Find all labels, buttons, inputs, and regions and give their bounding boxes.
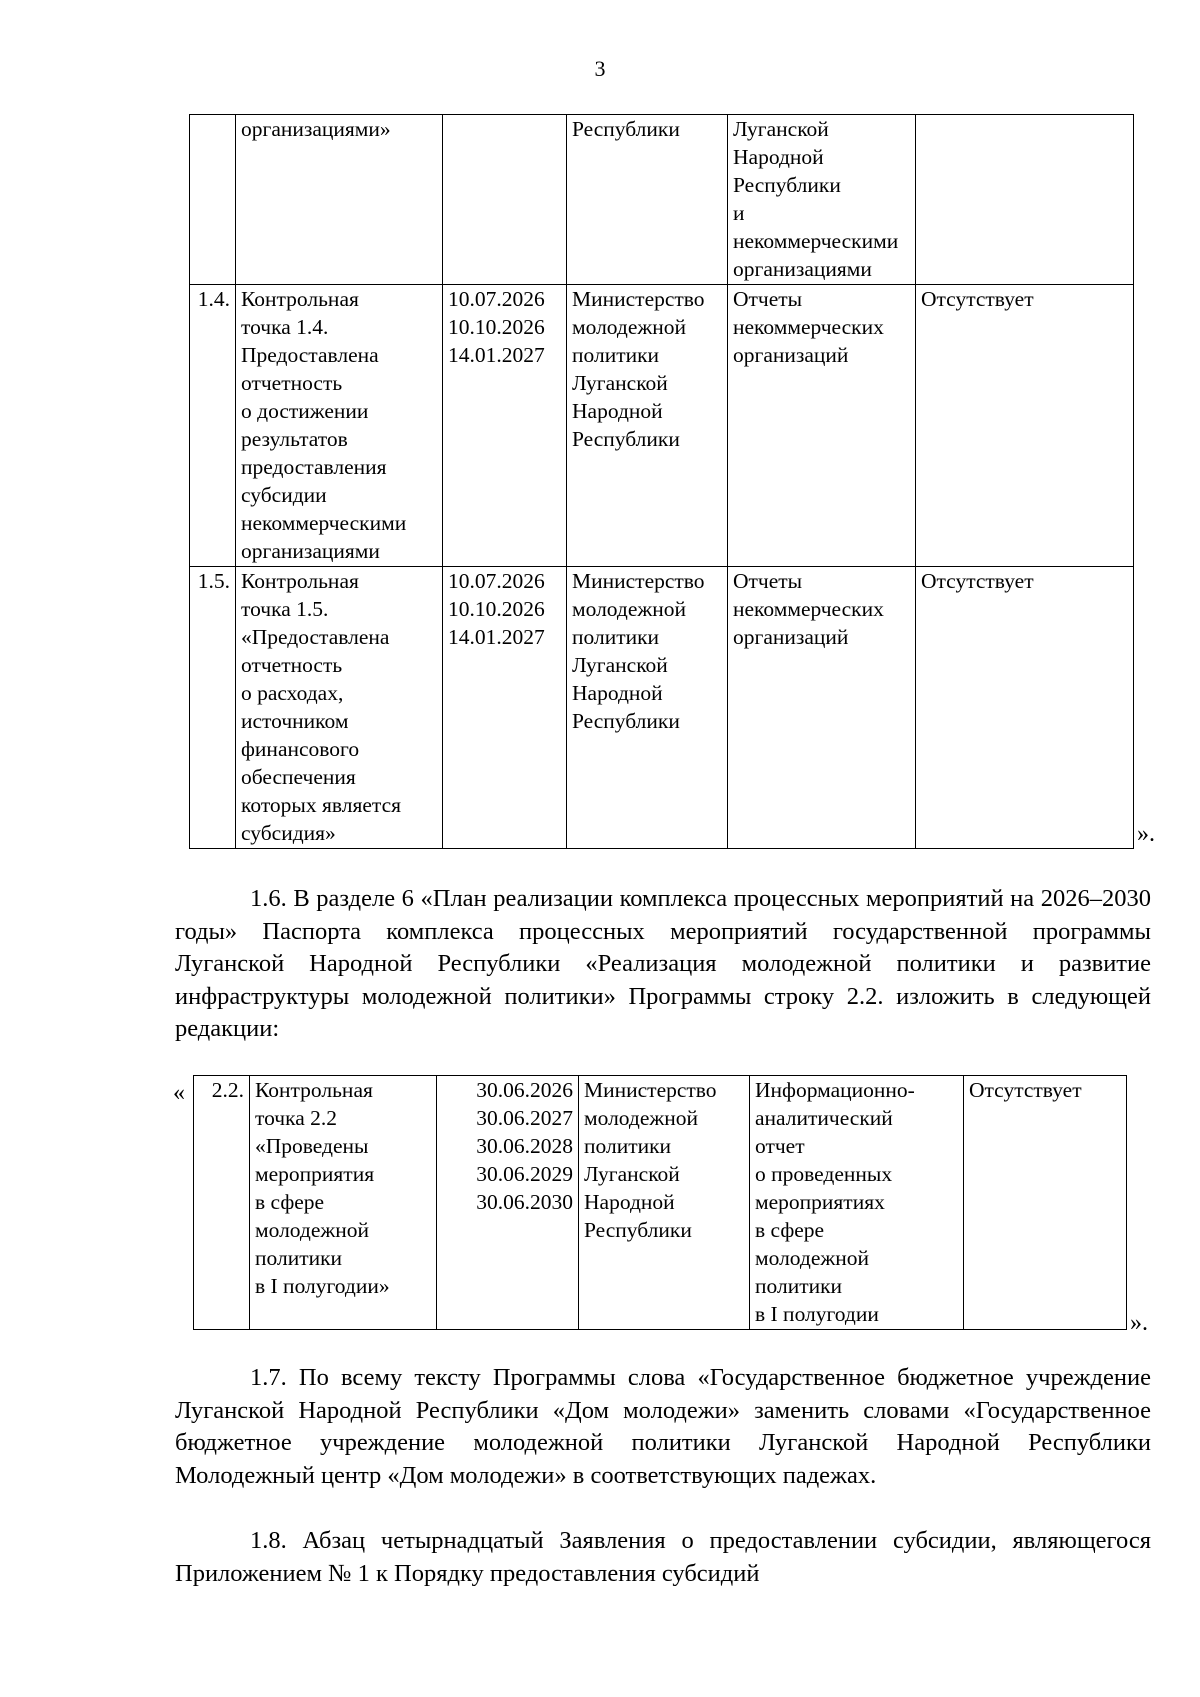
responsible-cell: Министерство молодежной политики Луганской Народной Республики — [567, 285, 728, 567]
control-point-name-cell: Контрольная точка 1.4. Предоставлена отчетность о достижении результатов предоставления субсидии некоммерческими организациями — [236, 285, 443, 567]
row-number-cell: 2.2. — [194, 1076, 250, 1330]
opening-quote: « — [173, 1080, 185, 1106]
closing-quote: ». — [1130, 1310, 1148, 1336]
dates-cell: 10.07.2026 10.10.2026 14.01.2027 — [443, 285, 567, 567]
responsible-cell: Министерство молодежной политики Луганской Народной Республики — [579, 1076, 750, 1330]
control-point-name-cell: Контрольная точка 2.2 «Проведены мероприятия в сфере молодежной политики в I полугодии» — [250, 1076, 437, 1330]
row-number-cell — [190, 115, 236, 285]
dates-cell — [443, 115, 567, 285]
document-cell: Отчеты некоммерческих организаций — [728, 285, 916, 567]
closing-quote: ». — [1137, 821, 1155, 847]
responsible-cell: Министерство молодежной политики Луганской Народной Республики — [567, 567, 728, 849]
dates-cell: 10.07.2026 10.10.2026 14.01.2027 — [443, 567, 567, 849]
control-point-name-cell: Контрольная точка 1.5. «Предоставлена отчетность о расходах, источником финансового обеспечения которых является субсидия» — [236, 567, 443, 849]
amended-row-table — [193, 1075, 1127, 1330]
responsible-cell: Республики — [567, 115, 728, 285]
info-system-cell: Отсутствует — [964, 1076, 1127, 1330]
dates-cell: 30.06.2026 30.06.2027 30.06.2028 30.06.2029 30.06.2030 — [437, 1076, 579, 1330]
paragraph-1-8: 1.8. Абзац четырнадцатый Заявления о предоставлении субсидии, являющегося Приложением № 1 к Порядку предоставления субсидий — [175, 1527, 1151, 1587]
info-system-cell — [916, 115, 1134, 285]
control-point-name-cell: организациями» — [236, 115, 443, 285]
table-row — [194, 1076, 1127, 1330]
paragraph-1-7: 1.7. По всему тексту Программы слова «Государственное бюджетное учреждение Луганской Народной Республики «Дом молодежи» заменить словами «Государственное бюджетное учреждение молодежной политики Луганской Народной Республики Молодежный центр «Дом молодежи» в соответствующих падежах. — [175, 1364, 1151, 1489]
document-cell: Отчеты некоммерческих организаций — [728, 567, 916, 849]
document-cell: Луганской Народной Республики и некоммерческими организациями — [728, 115, 916, 285]
info-system-cell: Отсутствует — [916, 567, 1134, 849]
table-row — [190, 285, 1134, 567]
document-cell: Информационно- аналитический отчет о проведенных мероприятиях в сфере молодежной политики в I полугодии — [750, 1076, 964, 1330]
table-row — [190, 115, 1134, 285]
plan-table-continuation — [189, 114, 1134, 849]
row-number-cell: 1.4. — [190, 285, 236, 567]
table-row — [190, 567, 1134, 849]
page-number: 3 — [594, 56, 606, 81]
row-number-cell: 1.5. — [190, 567, 236, 849]
paragraph-1-6: 1.6. В разделе 6 «План реализации комплекса процессных мероприятий на 2026–2030 годы» Паспорта комплекса процессных мероприятий государственной программы Луганской Народной Республики «Реализация молодежной политики и развитие инфраструктуры молодежной политики» Программы строку 2.2. изложить в следующей редакции: — [175, 885, 1151, 1042]
info-system-cell: Отсутствует — [916, 285, 1134, 567]
